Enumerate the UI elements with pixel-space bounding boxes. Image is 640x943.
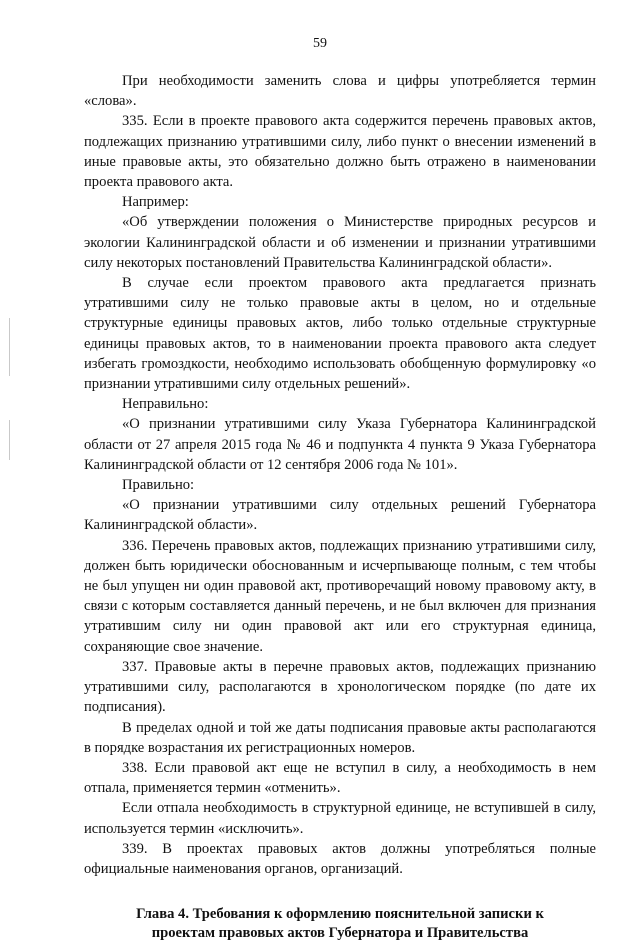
paragraph: При необходимости заменить слова и цифры употребляется термин «слова». (84, 73, 596, 110)
paragraph-item-335: 335. Если в проекте правового акта содержится перечень правовых актов, подлежащих признанию утратившими силу, либо пункт о внесении изменений в иные правовые акты, это обязательно должно быть отражено в наименовании проекта правового акта. (84, 113, 596, 191)
paragraph-item-336: 336. Перечень правовых актов, подлежащих признанию утратившими силу, должен быть юридически обоснованным и исчерпывающе полным, с тем чтобы не был упущен ни один правовой акт, противоречащий новому правовому акту, в связи с которым составляется данный перечень, и не был включен для признания утратившим силу ни один правовой акт или его структурная единица, сохраняющие свое значение. (84, 537, 596, 655)
paragraph-example-label: Например: (122, 194, 189, 211)
chapter-heading-line: Глава 4. Требования к оформлению пояснительной записки к (136, 906, 544, 923)
document-body (84, 71, 596, 943)
paragraph: Если отпала необходимость в структурной единице, не вступившей в силу, используется термин «исключить». (84, 800, 596, 837)
chapter-heading-line: проектам правовых актов Губернатора и Правительства (151, 925, 529, 942)
paragraph-incorrect-label: Неправильно: (122, 396, 209, 413)
page-number: 59 (313, 36, 327, 51)
paragraph-item-339: 339. В проектах правовых актов должны употребляться полные официальные наименования органов, организаций. (84, 840, 596, 877)
paragraph: В пределах одной и той же даты подписания правовые акты располагаются в порядке возрастания их регистрационных номеров. (84, 719, 596, 756)
paragraph-correct-label: Правильно: (122, 477, 195, 494)
paragraph: В случае если проектом правового акта предлагается признать утратившими силу не только правовые акты в целом, но и отдельные структурные единицы правовых актов, либо только отдельные структурные единицы правовых актов, то в наименовании проекта правового акта следует избегать громоздкости, необходимо использовать обобщенную формулировку «о признании утратившими силу отдельных решений». (84, 275, 596, 393)
paragraph-example: «Об утверждении положения о Министерстве природных ресурсов и экологии Калининградской области и об изменении и признании утратившими силу некоторых постановлений Правительства Калининградской области». (84, 214, 596, 271)
paragraph-correct-example: «О признании утратившими силу отдельных решений Губернатора Калининградской области». (84, 497, 596, 534)
paragraph-incorrect-example: «О признании утратившими силу Указа Губернатора Калининградской области от 27 апреля 2015 года № 46 и подпункта 4 пункта 9 Указа Губернатора Калининградской области от 12 сентября 2006 года № 101». (84, 416, 596, 473)
chapter-heading (84, 905, 596, 943)
paragraph-item-337: 337. Правовые акты в перечне правовых актов, подлежащих признанию утратившими силу, располагаются в хронологическом порядке (по дате их подписания). (84, 658, 596, 716)
scan-margin-mark (9, 420, 10, 460)
paragraph-item-338: 338. Если правовой акт еще не вступил в силу, а необходимость в нем отпала, применяется термин «отменить». (84, 759, 596, 797)
scan-margin-mark (9, 318, 10, 376)
